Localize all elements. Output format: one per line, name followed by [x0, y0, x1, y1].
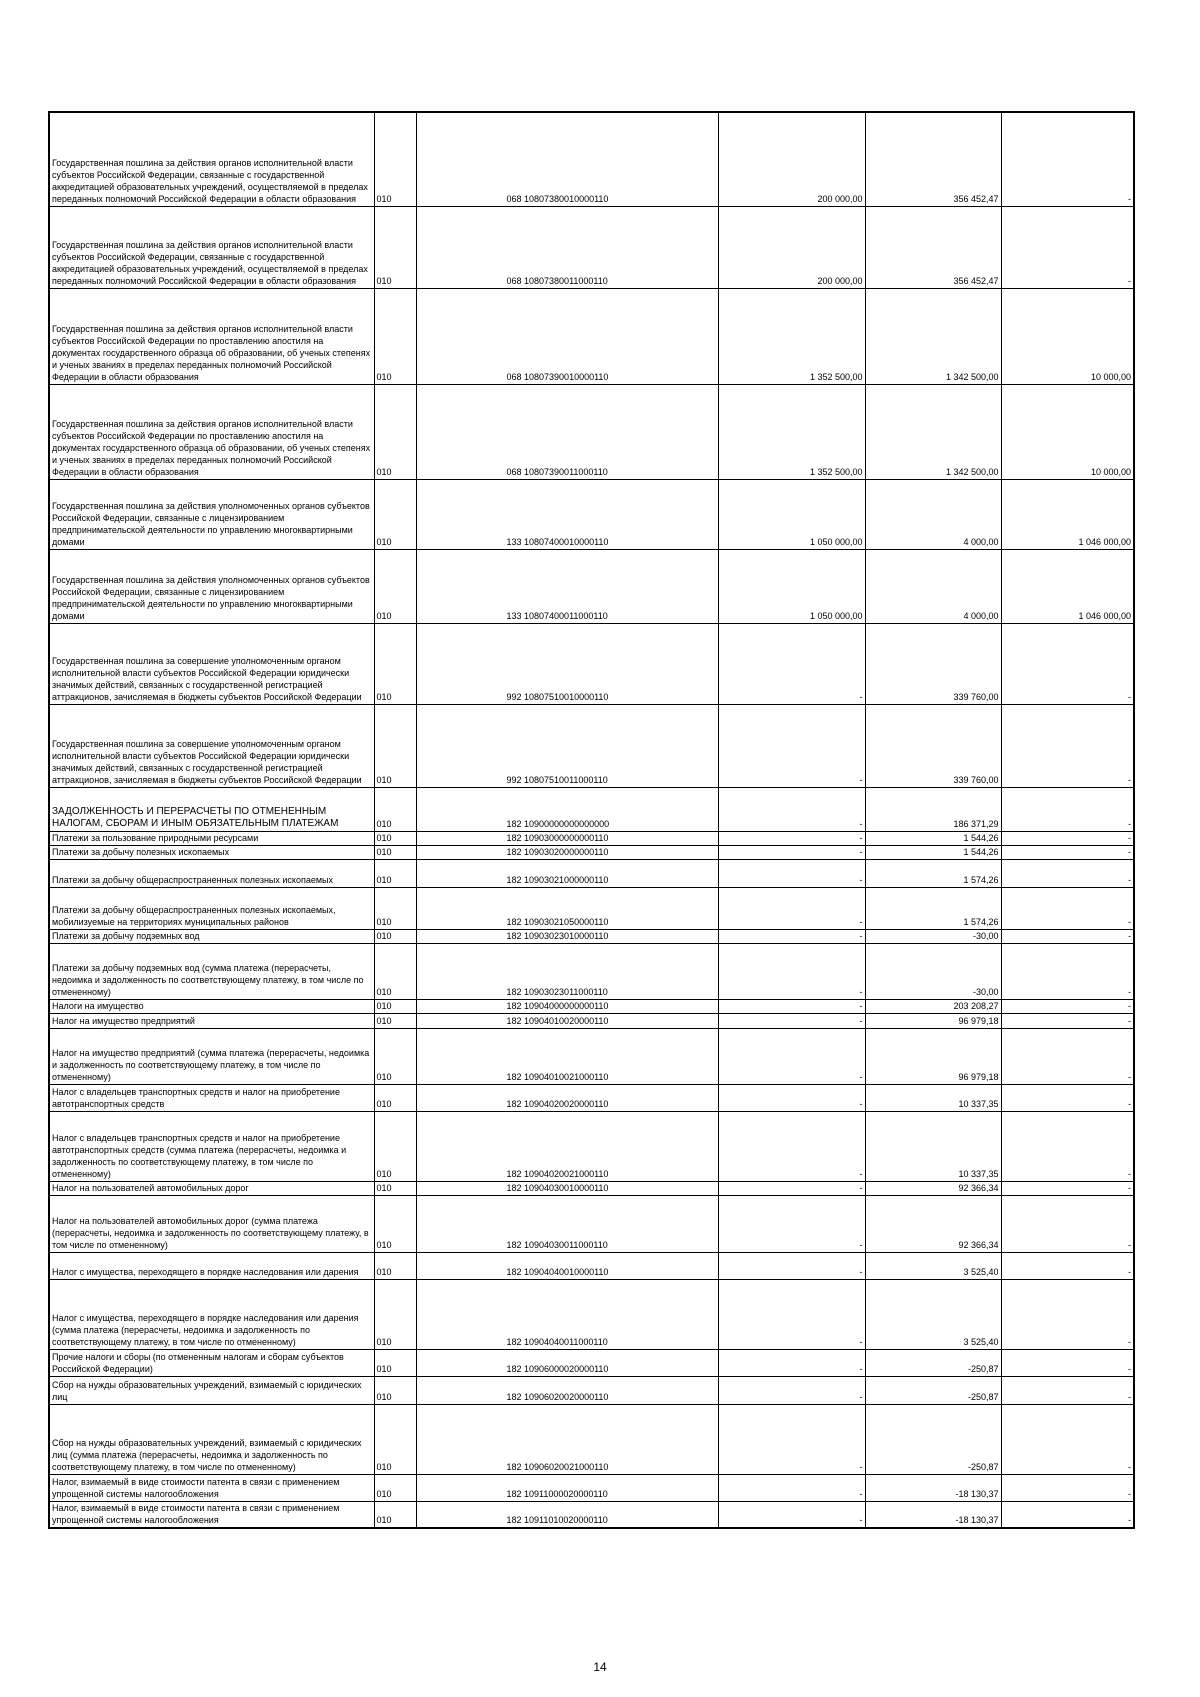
- row-name: Государственная пошлина за совершение уполномоченным органом исполнительной власти субъектов Российской Федерации юридически значимых действий, связанных с государственной регистрацией аттракционов, зачисляемая в бюджеты субъектов Российской Федерации: [49, 704, 374, 787]
- row-budget-code: 182 10904010021000110: [416, 1028, 718, 1084]
- row-name: Налог на пользователей автомобильных дорог (сумма платежа (перерасчеты, недоимка и задолженность по соответствующему платежу, в том числе по отмененному): [49, 1195, 374, 1252]
- row-actual-amount: -30,00: [865, 929, 1001, 943]
- row-budget-code: 992 10807510010000110: [416, 623, 718, 704]
- row-planned-amount: 200 000,00: [718, 112, 865, 206]
- row-planned-amount: 1 050 000,00: [718, 549, 865, 623]
- row-name: Государственная пошлина за действия уполномоченных органов субъектов Российской Федерации, связанные с лицензированием предпринимательской деятельности по управлению многоквартирными домами: [49, 479, 374, 549]
- table-row: [49, 1013, 1134, 1028]
- table-row: [49, 929, 1134, 943]
- row-remaining-amount: 10 000,00: [1001, 288, 1134, 384]
- row-line-code: 010: [374, 1028, 416, 1084]
- row-line-code: 010: [374, 1084, 416, 1111]
- row-budget-code: 182 10904030011000110: [416, 1195, 718, 1252]
- row-name: Государственная пошлина за действия уполномоченных органов субъектов Российской Федерации, связанные с лицензированием предпринимательской деятельности по управлению многоквартирными домами: [49, 549, 374, 623]
- row-name: Прочие налоги и сборы (по отмененным налогам и сборам субъектов Российской Федерации): [49, 1349, 374, 1376]
- row-line-code: 010: [374, 1279, 416, 1349]
- row-actual-amount: 203 208,27: [865, 999, 1001, 1013]
- table-row: [49, 831, 1134, 845]
- row-planned-amount: -: [718, 831, 865, 845]
- row-planned-amount: -: [718, 845, 865, 859]
- row-line-code: 010: [374, 1195, 416, 1252]
- table-row: [49, 1501, 1134, 1528]
- row-name: Платежи за добычу подземных вод (сумма платежа (перерасчеты, недоимка и задолженность по соответствующему платежу, в том числе по отмененному): [49, 943, 374, 999]
- row-budget-code: 133 10807400011000110: [416, 549, 718, 623]
- table-row: [49, 845, 1134, 859]
- row-line-code: 010: [374, 288, 416, 384]
- row-budget-code: 182 10904030010000110: [416, 1181, 718, 1195]
- table-row: [49, 1404, 1134, 1474]
- row-budget-code: 182 10904040011000110: [416, 1279, 718, 1349]
- row-planned-amount: -: [718, 1376, 865, 1404]
- table-row: [49, 112, 1134, 206]
- row-name: Сбор на нужды образовательных учреждений, взимаемый с юридических лиц (сумма платежа (перерасчеты, недоимка и задолженность по соответствующему платежу, в том числе по отмененному): [49, 1404, 374, 1474]
- row-remaining-amount: 1 046 000,00: [1001, 549, 1134, 623]
- row-actual-amount: -18 130,37: [865, 1501, 1001, 1528]
- row-budget-code: 182 10906020020000110: [416, 1376, 718, 1404]
- row-actual-amount: 1 342 500,00: [865, 288, 1001, 384]
- row-remaining-amount: -: [1001, 1279, 1134, 1349]
- row-line-code: 010: [374, 206, 416, 288]
- row-planned-amount: -: [718, 887, 865, 929]
- row-planned-amount: -: [718, 1404, 865, 1474]
- row-actual-amount: 96 979,18: [865, 1013, 1001, 1028]
- table-row: [49, 943, 1134, 999]
- table-row: [49, 384, 1134, 479]
- row-line-code: 010: [374, 1474, 416, 1501]
- row-line-code: 010: [374, 1349, 416, 1376]
- row-budget-code: 133 10807400010000110: [416, 479, 718, 549]
- row-remaining-amount: -: [1001, 831, 1134, 845]
- row-remaining-amount: -: [1001, 943, 1134, 999]
- row-planned-amount: -: [718, 1028, 865, 1084]
- row-actual-amount: 1 574,26: [865, 887, 1001, 929]
- row-actual-amount: -18 130,37: [865, 1474, 1001, 1501]
- row-name: Государственная пошлина за действия органов исполнительной власти субъектов Российской Федерации по проставлению апостиля на документах государственного образца об образовании, об ученых степенях и ученых званиях в пределах переданных полномочий Российской Федерации в области образования: [49, 288, 374, 384]
- row-name: Государственная пошлина за действия органов исполнительной власти субъектов Российской Федерации по проставлению апостиля на документах государственного образца об образовании, об ученых степенях и ученых званиях в пределах переданных полномочий Российской Федерации в области образования: [49, 384, 374, 479]
- table-row: [49, 704, 1134, 787]
- row-line-code: 010: [374, 787, 416, 831]
- row-name: Платежи за пользование природными ресурсами: [49, 831, 374, 845]
- row-budget-code: 182 10904010020000110: [416, 1013, 718, 1028]
- row-name: Государственная пошлина за совершение уполномоченным органом исполнительной власти субъектов Российской Федерации юридически значимых действий, связанных с государственной регистрацией аттракционов, зачисляемая в бюджеты субъектов Российской Федерации: [49, 623, 374, 704]
- row-name: Платежи за добычу общераспространенных полезных ископаемых: [49, 859, 374, 887]
- row-line-code: 010: [374, 887, 416, 929]
- row-budget-code: 182 10906000020000110: [416, 1349, 718, 1376]
- row-remaining-amount: 10 000,00: [1001, 384, 1134, 479]
- table-row: [49, 887, 1134, 929]
- row-planned-amount: 1 352 500,00: [718, 288, 865, 384]
- row-name: Налог с имущества, переходящего в порядке наследования или дарения: [49, 1252, 374, 1279]
- row-actual-amount: 1 544,26: [865, 831, 1001, 845]
- row-actual-amount: -250,87: [865, 1404, 1001, 1474]
- row-name: Налог, взимаемый в виде стоимости патента в связи с применением упрощенной системы налогообложения: [49, 1501, 374, 1528]
- row-remaining-amount: -: [1001, 1501, 1134, 1528]
- row-planned-amount: -: [718, 1279, 865, 1349]
- row-remaining-amount: -: [1001, 1028, 1134, 1084]
- row-budget-code: 182 10903021000000110: [416, 859, 718, 887]
- row-name: Налог с владельцев транспортных средств и налог на приобретение автотранспортных средств: [49, 1084, 374, 1111]
- table-row: [49, 859, 1134, 887]
- table-row: [49, 1111, 1134, 1181]
- row-actual-amount: -30,00: [865, 943, 1001, 999]
- row-remaining-amount: -: [1001, 929, 1134, 943]
- row-name: ЗАДОЛЖЕННОСТЬ И ПЕРЕРАСЧЕТЫ ПО ОТМЕНЕННЫМ НАЛОГАМ, СБОРАМ И ИНЫМ ОБЯЗАТЕЛЬНЫМ ПЛАТЕЖАМ: [49, 787, 374, 831]
- row-planned-amount: -: [718, 1181, 865, 1195]
- row-actual-amount: 96 979,18: [865, 1028, 1001, 1084]
- table-row: [49, 479, 1134, 549]
- table-row: [49, 623, 1134, 704]
- row-planned-amount: -: [718, 943, 865, 999]
- table-row: [49, 1028, 1134, 1084]
- row-actual-amount: 92 366,34: [865, 1181, 1001, 1195]
- row-planned-amount: -: [718, 999, 865, 1013]
- row-planned-amount: -: [718, 704, 865, 787]
- row-actual-amount: 339 760,00: [865, 623, 1001, 704]
- row-budget-code: 182 10911010020000110: [416, 1501, 718, 1528]
- row-line-code: 010: [374, 1376, 416, 1404]
- row-actual-amount: 4 000,00: [865, 479, 1001, 549]
- row-line-code: 010: [374, 845, 416, 859]
- row-remaining-amount: -: [1001, 1376, 1134, 1404]
- row-remaining-amount: -: [1001, 112, 1134, 206]
- row-remaining-amount: 1 046 000,00: [1001, 479, 1134, 549]
- row-budget-code: 182 10903023011000110: [416, 943, 718, 999]
- table-row: [49, 1376, 1134, 1404]
- row-line-code: 010: [374, 549, 416, 623]
- row-line-code: 010: [374, 929, 416, 943]
- row-remaining-amount: -: [1001, 623, 1134, 704]
- row-name: Налог с владельцев транспортных средств и налог на приобретение автотранспортных средств (сумма платежа (перерасчеты, недоимка и задолженность по соответствующему платежу, в том числе по отмененному): [49, 1111, 374, 1181]
- row-line-code: 010: [374, 1111, 416, 1181]
- row-line-code: 010: [374, 999, 416, 1013]
- row-actual-amount: 10 337,35: [865, 1111, 1001, 1181]
- row-line-code: 010: [374, 704, 416, 787]
- row-remaining-amount: -: [1001, 1474, 1134, 1501]
- row-remaining-amount: -: [1001, 1404, 1134, 1474]
- row-remaining-amount: -: [1001, 1084, 1134, 1111]
- table-row: [49, 1349, 1134, 1376]
- row-actual-amount: 10 337,35: [865, 1084, 1001, 1111]
- table-row: [49, 1252, 1134, 1279]
- row-actual-amount: 4 000,00: [865, 549, 1001, 623]
- row-remaining-amount: -: [1001, 1252, 1134, 1279]
- row-remaining-amount: -: [1001, 845, 1134, 859]
- row-remaining-amount: -: [1001, 1195, 1134, 1252]
- table-row: [49, 1181, 1134, 1195]
- table-row: [49, 1084, 1134, 1111]
- row-actual-amount: 356 452,47: [865, 206, 1001, 288]
- row-line-code: 010: [374, 831, 416, 845]
- row-planned-amount: -: [718, 1474, 865, 1501]
- row-name: Платежи за добычу общераспространенных полезных ископаемых, мобилизуемые на территориях муниципальных районов: [49, 887, 374, 929]
- row-actual-amount: 356 452,47: [865, 112, 1001, 206]
- row-name: Платежи за добычу подземных вод: [49, 929, 374, 943]
- row-actual-amount: -250,87: [865, 1376, 1001, 1404]
- table-row: [49, 787, 1134, 831]
- row-name: Налог, взимаемый в виде стоимости патента в связи с применением упрощенной системы налогообложения: [49, 1474, 374, 1501]
- table-row: [49, 549, 1134, 623]
- row-remaining-amount: -: [1001, 704, 1134, 787]
- row-budget-code: 992 10807510011000110: [416, 704, 718, 787]
- row-budget-code: 068 10807390011000110: [416, 384, 718, 479]
- row-planned-amount: -: [718, 1084, 865, 1111]
- row-name: Налог на пользователей автомобильных дорог: [49, 1181, 374, 1195]
- row-planned-amount: -: [718, 787, 865, 831]
- row-planned-amount: -: [718, 1252, 865, 1279]
- row-line-code: 010: [374, 859, 416, 887]
- row-actual-amount: 339 760,00: [865, 704, 1001, 787]
- table-row: [49, 999, 1134, 1013]
- page-number: 14: [593, 1660, 607, 1674]
- row-name: Государственная пошлина за действия органов исполнительной власти субъектов Российской Федерации, связанные с государственной аккредитацией образовательных учреждений, осуществляемой в пределах переданных полномочий Российской Федерации в области образования: [49, 112, 374, 206]
- row-budget-code: 182 10903020000000110: [416, 845, 718, 859]
- row-planned-amount: -: [718, 623, 865, 704]
- row-name: Налог на имущество предприятий (сумма платежа (перерасчеты, недоимка и задолженность по соответствующему платежу, в том числе по отмененному): [49, 1028, 374, 1084]
- row-remaining-amount: -: [1001, 859, 1134, 887]
- row-remaining-amount: -: [1001, 999, 1134, 1013]
- row-line-code: 010: [374, 1181, 416, 1195]
- row-name: Государственная пошлина за действия органов исполнительной власти субъектов Российской Федерации, связанные с государственной аккредитацией образовательных учреждений, осуществляемой в пределах переданных полномочий Российской Федерации в области образования: [49, 206, 374, 288]
- row-budget-code: 182 10911000020000110: [416, 1474, 718, 1501]
- row-planned-amount: -: [718, 1501, 865, 1528]
- row-planned-amount: 1 352 500,00: [718, 384, 865, 479]
- row-name: Налоги на имущество: [49, 999, 374, 1013]
- row-actual-amount: -250,87: [865, 1349, 1001, 1376]
- row-remaining-amount: -: [1001, 1181, 1134, 1195]
- row-budget-code: 182 10904040010000110: [416, 1252, 718, 1279]
- row-budget-code: 068 10807390010000110: [416, 288, 718, 384]
- row-planned-amount: 1 050 000,00: [718, 479, 865, 549]
- row-planned-amount: -: [718, 859, 865, 887]
- table-row: [49, 1474, 1134, 1501]
- row-budget-code: 182 10903000000000110: [416, 831, 718, 845]
- row-budget-code: 068 10807380011000110: [416, 206, 718, 288]
- row-budget-code: 182 10904020021000110: [416, 1111, 718, 1181]
- row-line-code: 010: [374, 384, 416, 479]
- row-actual-amount: 92 366,34: [865, 1195, 1001, 1252]
- row-actual-amount: 1 342 500,00: [865, 384, 1001, 479]
- row-planned-amount: -: [718, 1013, 865, 1028]
- row-budget-code: 182 10900000000000000: [416, 787, 718, 831]
- row-budget-code: 182 10904020020000110: [416, 1084, 718, 1111]
- row-line-code: 010: [374, 1013, 416, 1028]
- row-remaining-amount: -: [1001, 206, 1134, 288]
- row-name: Налог с имущества, переходящего в порядке наследования или дарения (сумма платежа (перерасчеты, недоимка и задолженность по соответствующему платежу, в том числе по отмененному): [49, 1279, 374, 1349]
- row-planned-amount: -: [718, 1195, 865, 1252]
- row-budget-code: 182 10903021050000110: [416, 887, 718, 929]
- table-row: [49, 206, 1134, 288]
- row-remaining-amount: -: [1001, 1013, 1134, 1028]
- row-name: Налог на имущество предприятий: [49, 1013, 374, 1028]
- row-actual-amount: 186 371,29: [865, 787, 1001, 831]
- row-name: Сбор на нужды образовательных учреждений, взимаемый с юридических лиц: [49, 1376, 374, 1404]
- row-budget-code: 182 10903023010000110: [416, 929, 718, 943]
- table-row: [49, 288, 1134, 384]
- row-budget-code: 182 10906020021000110: [416, 1404, 718, 1474]
- row-planned-amount: -: [718, 1111, 865, 1181]
- row-remaining-amount: -: [1001, 887, 1134, 929]
- row-planned-amount: 200 000,00: [718, 206, 865, 288]
- row-budget-code: 182 10904000000000110: [416, 999, 718, 1013]
- row-line-code: 010: [374, 1404, 416, 1474]
- row-line-code: 010: [374, 1501, 416, 1528]
- row-remaining-amount: -: [1001, 787, 1134, 831]
- row-remaining-amount: -: [1001, 1111, 1134, 1181]
- row-line-code: 010: [374, 623, 416, 704]
- table-row: [49, 1279, 1134, 1349]
- row-line-code: 010: [374, 479, 416, 549]
- row-actual-amount: 3 525,40: [865, 1279, 1001, 1349]
- row-planned-amount: -: [718, 929, 865, 943]
- row-actual-amount: 3 525,40: [865, 1252, 1001, 1279]
- row-actual-amount: 1 544,26: [865, 845, 1001, 859]
- row-remaining-amount: -: [1001, 1349, 1134, 1376]
- table-row: [49, 1195, 1134, 1252]
- row-line-code: 010: [374, 943, 416, 999]
- row-planned-amount: -: [718, 1349, 865, 1376]
- row-name: Платежи за добычу полезных ископаемых: [49, 845, 374, 859]
- revenue-table: [48, 111, 1135, 1529]
- row-budget-code: 068 10807380010000110: [416, 112, 718, 206]
- row-line-code: 010: [374, 112, 416, 206]
- row-actual-amount: 1 574,26: [865, 859, 1001, 887]
- row-line-code: 010: [374, 1252, 416, 1279]
